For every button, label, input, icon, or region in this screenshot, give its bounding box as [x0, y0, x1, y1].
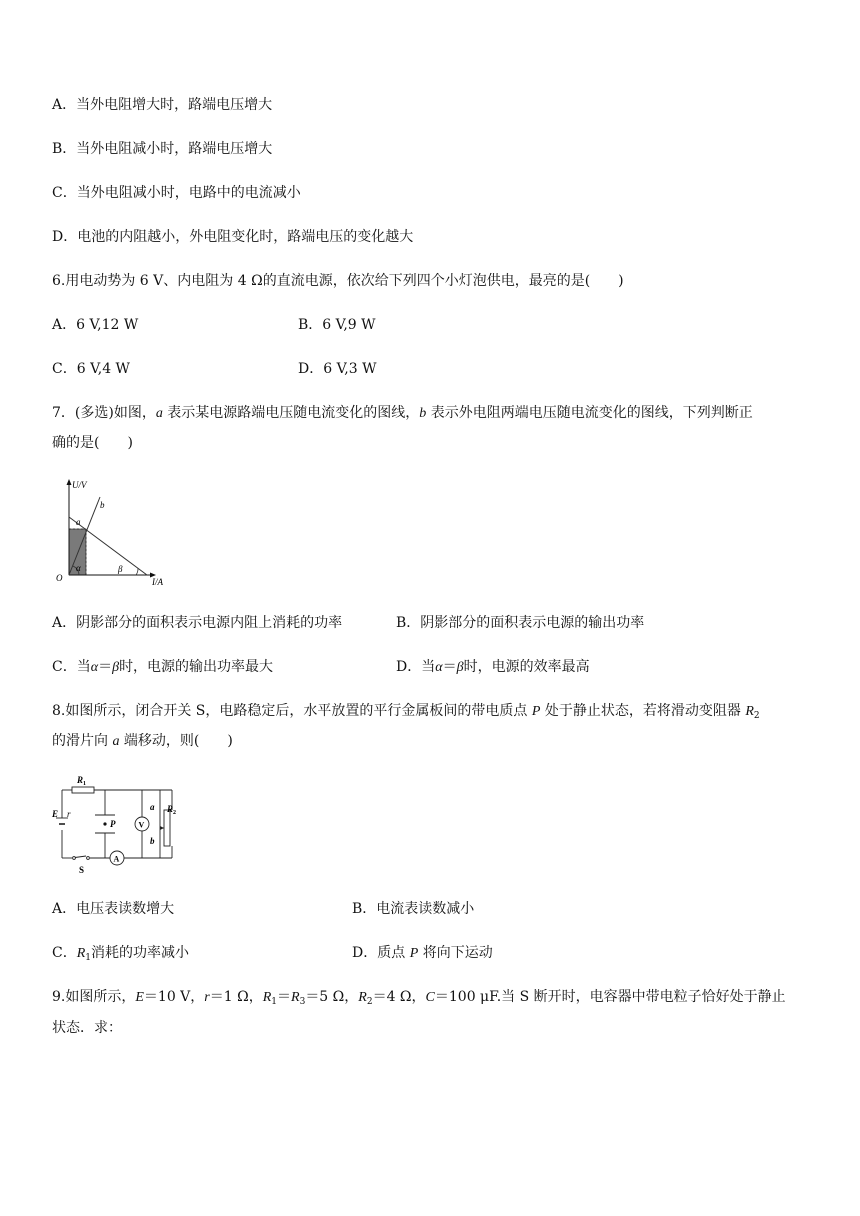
- beta-label: β: [118, 564, 123, 574]
- q6-option-d: D．6 V,3 W: [298, 361, 377, 377]
- p-label: P: [110, 819, 116, 829]
- q8-stem-line1: 8.如图所示，闭合开关 S，电路稳定后，水平放置的平行金属板间的带电质点 P 处于静止状态，若将滑动变阻器 $R_2$: [52, 703, 760, 721]
- beta-arc: [136, 569, 138, 576]
- end-a-label: a: [150, 802, 155, 812]
- origin-label: O: [56, 573, 63, 583]
- alpha-label: α: [76, 563, 81, 573]
- q6-option-a: A．6 V,12 W: [52, 317, 139, 333]
- switch-contact-left: [73, 857, 76, 860]
- switch-label: S: [79, 865, 85, 875]
- x-axis-label: I/A: [152, 577, 163, 587]
- q7-graph-figure: [52, 475, 172, 590]
- q8-circuit-figure: [50, 772, 185, 880]
- q8-option-a: A．电压表读数增大: [52, 901, 175, 917]
- q5-option-b: B．当外电阻减小时，路端电压增大: [52, 141, 273, 157]
- q8-option-b: B．电流表读数减小: [352, 901, 475, 917]
- switch-lever: [75, 856, 86, 858]
- q9-stem-line2: 状态．求：: [52, 1020, 122, 1036]
- q6-option-c: C．6 V,4 W: [52, 361, 130, 377]
- line-b-label: b: [100, 500, 105, 510]
- y-axis-label: U/V: [72, 480, 87, 490]
- switch-contact-right: [87, 857, 90, 860]
- q8-stem-line2: 的滑片向 a 端移动，则( ): [52, 733, 233, 749]
- q8-option-d: D．质点 P 将向下运动: [352, 945, 493, 961]
- q7-option-b: B．阴影部分的面积表示电源的输出功率: [396, 615, 645, 631]
- ammeter-label: A: [113, 854, 120, 864]
- q5-option-a: A．当外电阻增大时，路端电压增大: [52, 97, 273, 113]
- q5-option-c: C．当外电阻减小时，电路中的电流减小: [52, 185, 301, 201]
- q8-option-c: C．$R_1$消耗的功率减小: [52, 945, 190, 963]
- voltmeter-label: V: [138, 820, 145, 830]
- r1-label: $R_1$: [77, 775, 87, 787]
- q7-stem-line2: 确的是( ): [52, 435, 133, 451]
- emf-label: E: [52, 809, 59, 819]
- slider-arrow: [160, 826, 164, 830]
- resistor-r2: [164, 810, 170, 846]
- internal-r-label: r: [67, 809, 71, 819]
- y-axis-arrow: [67, 479, 72, 485]
- line-a-label: a: [76, 517, 81, 527]
- q5-option-d: D．电池的内阻越小，外电阻变化时，路端电压的变化越大: [52, 229, 414, 245]
- q9-stem-line1: 9.如图所示，E＝10 V，r＝1 Ω，$R_1=R_3=5$ Ω，$R_2=4$ Ω，C＝100 μF.当 S 断开时，电容器中带电粒子恰好处于静止: [52, 989, 786, 1007]
- q7-stem-line1: 7．(多选)如图，a 表示某电源路端电压随电流变化的图线，b 表示外电阻两端电压随电流变化的图线，下列判断正: [52, 405, 753, 421]
- charged-particle-p: [103, 822, 106, 825]
- r2-label: $R_2$: [167, 804, 177, 816]
- q6-stem: 6.用电动势为 6 V、内电阻为 4 Ω的直流电源，依次给下列四个小灯泡供电，最亮的是( ): [52, 273, 624, 289]
- q6-option-b: B．6 V,9 W: [298, 317, 376, 333]
- end-b-label: b: [150, 836, 155, 846]
- q7-option-a: A．阴影部分的面积表示电源内阻上消耗的功率: [52, 615, 343, 631]
- q7-option-d: D．当α＝β时，电源的效率最高: [396, 659, 590, 675]
- resistor-r1: [72, 787, 94, 793]
- q7-option-c: C．当α＝β时，电源的输出功率最大: [52, 659, 274, 675]
